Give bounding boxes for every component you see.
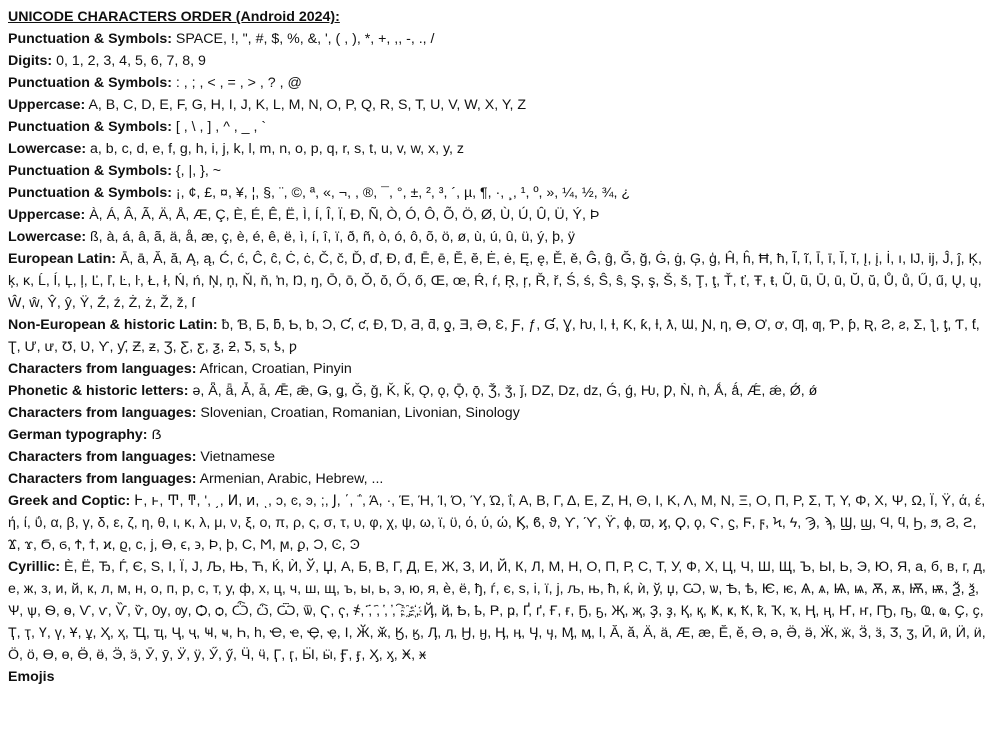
- section-label: Characters from languages:: [8, 449, 197, 465]
- section-label: Digits:: [8, 53, 53, 69]
- section-characters: ¡, ¢, £, ¤, ¥, ¦, §, ¨, ©, ª, «, ¬, , ®, ¯, °, ±, ², ³, ´, µ, ¶, ·, ¸, ¹, º, », ¼, ½, ¾, ¿: [171, 185, 630, 201]
- section-emojis: [8, 666, 992, 688]
- section-languages-1: [8, 358, 992, 380]
- section-greek-coptic: [8, 490, 992, 556]
- section-characters: a, b, c, d, e, f, g, h, i, j, k, l, m, n, o, p, q, r, s, t, u, v, w, x, y, z: [86, 141, 465, 157]
- section-punctuation-symbols-3: [8, 116, 992, 138]
- section-punctuation-symbols-5: [8, 182, 992, 204]
- section-label: Cyrillic:: [8, 559, 61, 575]
- section-phonetic-historic: [8, 380, 992, 402]
- section-punctuation-symbols-4: [8, 160, 992, 182]
- section-languages-3: [8, 446, 992, 468]
- section-label: Punctuation & Symbols:: [8, 119, 172, 135]
- section-german-typography: [8, 424, 992, 446]
- section-characters: Ā, ā, Ă, ă, Ą, ą, Ć, ć, Ĉ, ĉ, Ċ, ċ, Č, č, Ď, ď, Đ, đ, Ē, ē, Ĕ, ĕ, Ė, ė, Ę, ę, Ě, ě, Ĝ, ĝ, Ğ, ğ, Ġ, ġ, Ģ, ģ, Ĥ, ĥ, Ħ, ħ, Ĩ, ĩ, Ī, ī, Ĭ, ĭ, Į, į, İ, ı, Ĳ, ĳ, Ĵ, ĵ, Ķ, ķ, ĸ, Ĺ, ĺ, Ļ, ļ, Ľ, ľ, Ŀ, ŀ, Ł, ł, Ń, ń, Ņ, ņ, Ň, ň, ŉ, Ŋ, ŋ, Ō, ō, Ŏ, ŏ, Ő, ő, Œ, œ, Ŕ, ŕ, Ŗ, ŗ, Ř, ř, Ś, ś, Ŝ, ŝ, Ş, ş, Š, š, Ţ, ţ, Ť, ť, Ŧ, ŧ, Ũ, ũ, Ū, ū, Ŭ, ŭ, Ů, ů, Ű, ű, Ų, ų, Ŵ, ŵ, Ŷ, ŷ, Ÿ, Ź, ź, Ż, ż, Ž, ž, ſ: [8, 251, 982, 311]
- section-characters: À, Á, Â, Ã, Ä, Å, Æ, Ç, È, É, Ê, Ë, Ì, Í, Î, Ï, Ð, Ñ, Ò, Ó, Ô, Õ, Ö, Ø, Ù, Ú, Û, Ü, Ý, Þ: [85, 207, 600, 223]
- section-punctuation-symbols-2: [8, 72, 992, 94]
- section-characters: ǝ, Ǟ, ǟ, Ǡ, ǡ, Ǣ, ǣ, Ǥ, ǥ, Ǧ, ǧ, Ǩ, ǩ, Ǫ, ǫ, Ǭ, ǭ, Ǯ, ǯ, ǰ, DZ, Dz, dz, Ǵ, ǵ, Ƕ, Ƿ, Ǹ, ǹ, Ǻ, ǻ, Ǽ, ǽ, Ǿ, ǿ: [188, 383, 818, 399]
- section-characters: : , ; , < , = , > , ? , @: [171, 75, 302, 91]
- section-characters: SPACE, !, ", #, $, %, &, ', ( , ), *, +, ,, -, ., /: [171, 31, 435, 47]
- section-label: Uppercase:: [8, 207, 86, 223]
- section-label: Punctuation & Symbols:: [8, 185, 172, 201]
- section-lowercase-basic: [8, 138, 992, 160]
- section-characters: Ѐ, Ё, Ђ, Ѓ, Є, Ѕ, І, Ї, Ј, Љ, Њ, Ћ, Ќ, Ѝ, Ў, Џ, А, Б, В, Г, Д, Е, Ж, З, И, Й, К, Л, М, Н, О, П, Р, С, Т, У, Ф, Х, Ц, Ч, Ш, Щ, Ъ, Ы, Ь, Э, Ю, Я, а, б, в, г, д, е, ж, з, и, й, к, л, м, н, о, п, р, с, т, у, ф, х, ц, ч, ш, щ, ъ, ы, ь, э, ю, я, ѐ, ё, ђ, ѓ, є, ѕ, і, ї, ј, љ, њ, ћ, ќ, ѝ, ў, џ, Ѡ, ѡ, Ѣ, ѣ, Ѥ, ѥ, Ѧ, ѧ, Ѩ, ѩ, Ѫ, ѫ, Ѭ, ѭ, Ѯ, ѯ, Ѱ, ѱ, Ѳ, ѳ, Ѵ, ѵ, Ѷ, ѷ, Ѹ, ѹ, Ѻ, ѻ, Ѽ, ѽ, Ѿ, ѿ, Ҁ, ҁ, ҂, ҃, ҄, ҅, ҆, ҇, ҈, ҉, Ҋ, ҋ, Ҍ, ҍ, Ҏ, ҏ, Ґ, ґ, Ғ, ғ, Ҕ, ҕ, Җ, җ, Ҙ, ҙ, Қ, қ, Ҝ, ҝ, Ҟ, ҟ, Ҡ, ҡ, Ң, ң, Ҥ, ҥ, Ҧ, ҧ, Ҩ, ҩ, Ҫ, ҫ, Ҭ, ҭ, Ү, ү, Ұ, ұ, Ҳ, ҳ, Ҵ, ҵ, Ҷ, ҷ, Ҹ, ҹ, Һ, һ, Ҽ, ҽ, Ҿ, ҿ, Ӏ, Ӂ, ӂ, Ӄ, ӄ, Ӆ, ӆ, Ӈ, ӈ, Ӊ, ӊ, Ӌ, ӌ, Ӎ, ӎ, ӏ, Ӑ, ӑ, Ӓ, ӓ, Ӕ, ӕ, Ӗ, ӗ, Ә, ә, Ӛ, ӛ, Ӝ, ӝ, Ӟ, ӟ, Ӡ, ӡ, Ӣ, ӣ, Ӥ, ӥ, Ӧ, ӧ, Ө, ө, Ӫ, ӫ, Ӭ, ӭ, Ӯ, ӯ, Ӱ, ӱ, Ӳ, ӳ, Ӵ, ӵ, Ӷ, ӷ, Ӹ, ӹ, Ӻ, ӻ, Ӽ, ӽ, Ӿ, ӿ: [8, 559, 986, 663]
- section-label: Lowercase:: [8, 141, 87, 157]
- section-label: Non-European & historic Latin:: [8, 317, 218, 333]
- section-languages-4: [8, 468, 992, 490]
- section-label: Punctuation & Symbols:: [8, 75, 172, 91]
- section-label: Characters from languages:: [8, 471, 197, 487]
- section-label: Uppercase:: [8, 97, 86, 113]
- section-label: Emojis: [8, 669, 55, 685]
- section-label: German typography:: [8, 427, 148, 443]
- section-european-latin: [8, 248, 992, 314]
- section-characters: ẞ: [147, 427, 162, 443]
- section-lowercase-latin1: [8, 226, 992, 248]
- document-title: UNICODE CHARACTERS ORDER (Android 2024):: [8, 9, 340, 25]
- section-label: Characters from languages:: [8, 361, 197, 377]
- section-characters: Vietnamese: [196, 449, 276, 465]
- section-characters: Ͱ, ͱ, Ͳ, ͳ, ʹ, ͵, Ͷ, ͷ, ͺ, ͻ, ͼ, ͽ, ;, Ϳ, ΄, ΅, Ά, ·, Έ, Ή, Ί, Ό, Ύ, Ώ, ΐ, Α, Β, Γ, Δ, Ε, Ζ, Η, Θ, Ι, Κ, Λ, Μ, Ν, Ξ, Ο, Π, Ρ, Σ, Τ, Υ, Φ, Χ, Ψ, Ω, Ϊ, Ϋ, ά, έ, ή, ί, ΰ, α, β, γ, δ, ε, ζ, η, θ, ι, κ, λ, μ, ν, ξ, ο, π, ρ, ς, σ, τ, υ, φ, χ, ψ, ω, ϊ, ϋ, ό, ύ, ώ, Ϗ, ϐ, ϑ, ϒ, ϓ, ϔ, ϕ, ϖ, ϗ, Ϙ, ϙ, Ϛ, ϛ, Ϝ, ϝ, Ϟ, ϟ, Ϡ, ϡ, Ϣ, ϣ, Ϥ, ϥ, Ϧ, ϧ, Ϩ, ϩ, Ϫ, ϫ, Ϭ, ϭ, Ϯ, ϯ, ϰ, ϱ, ϲ, ϳ, ϴ, ϵ, ϶, Ϸ, ϸ, Ϲ, Ϻ, ϻ, ϼ, Ͻ, Ͼ, Ͽ: [8, 493, 986, 553]
- section-label: Punctuation & Symbols:: [8, 163, 172, 179]
- section-characters: 0, 1, 2, 3, 4, 5, 6, 7, 8, 9: [52, 53, 206, 69]
- section-punctuation-symbols-1: [8, 28, 992, 50]
- section-characters: {, |, }, ~: [171, 163, 221, 179]
- section-label: Punctuation & Symbols:: [8, 31, 172, 47]
- section-label: Characters from languages:: [8, 405, 197, 421]
- section-label: European Latin:: [8, 251, 116, 267]
- section-characters: Armenian, Arabic, Hebrew, ...: [196, 471, 384, 487]
- section-characters: Slovenian, Croatian, Romanian, Livonian, Sinology: [196, 405, 520, 421]
- section-label: Lowercase:: [8, 229, 87, 245]
- section-characters: ƀ, Ɓ, Ƃ, ƃ, Ƅ, ƅ, Ɔ, Ƈ, ƈ, Ɖ, Ɗ, Ƌ, ƌ, ƍ, Ǝ, Ə, Ɛ, Ƒ, ƒ, Ɠ, Ɣ, ƕ, Ɩ, Ɨ, Ƙ, ƙ, ƚ, ƛ, Ɯ, Ɲ, ƞ, Ɵ, Ơ, ơ, Ƣ, ƣ, Ƥ, ƥ, Ʀ, Ƨ, ƨ, Ʃ, ƪ, ƫ, Ƭ, ƭ, Ʈ, Ư, ư, Ʊ, Ʋ, Ƴ, ƴ, Ƶ, ƶ, Ʒ, Ƹ, ƹ, ƺ, ƻ, Ƽ, ƽ, ƾ, ƿ: [8, 317, 980, 355]
- section-characters: African, Croatian, Pinyin: [196, 361, 352, 377]
- section-characters: [ , \ , ] , ^ , _ , `: [171, 119, 267, 135]
- section-uppercase-basic: [8, 94, 992, 116]
- section-languages-2: [8, 402, 992, 424]
- section-characters: ß, à, á, â, ã, ä, å, æ, ç, è, é, ê, ë, ì, í, î, ï, ð, ñ, ò, ó, ô, õ, ö, ø, ù, ú, û, ü, ý, þ, ÿ: [86, 229, 575, 245]
- section-label: Greek and Coptic:: [8, 493, 131, 509]
- section-digits: [8, 50, 992, 72]
- section-label: Phonetic & historic letters:: [8, 383, 189, 399]
- section-characters: A, B, C, D, E, F, G, H, I, J, K, L, M, N, O, P, Q, R, S, T, U, V, W, X, Y, Z: [85, 97, 526, 113]
- section-uppercase-latin1: [8, 204, 992, 226]
- section-cyrillic: [8, 556, 992, 666]
- section-non-european-latin: [8, 314, 992, 358]
